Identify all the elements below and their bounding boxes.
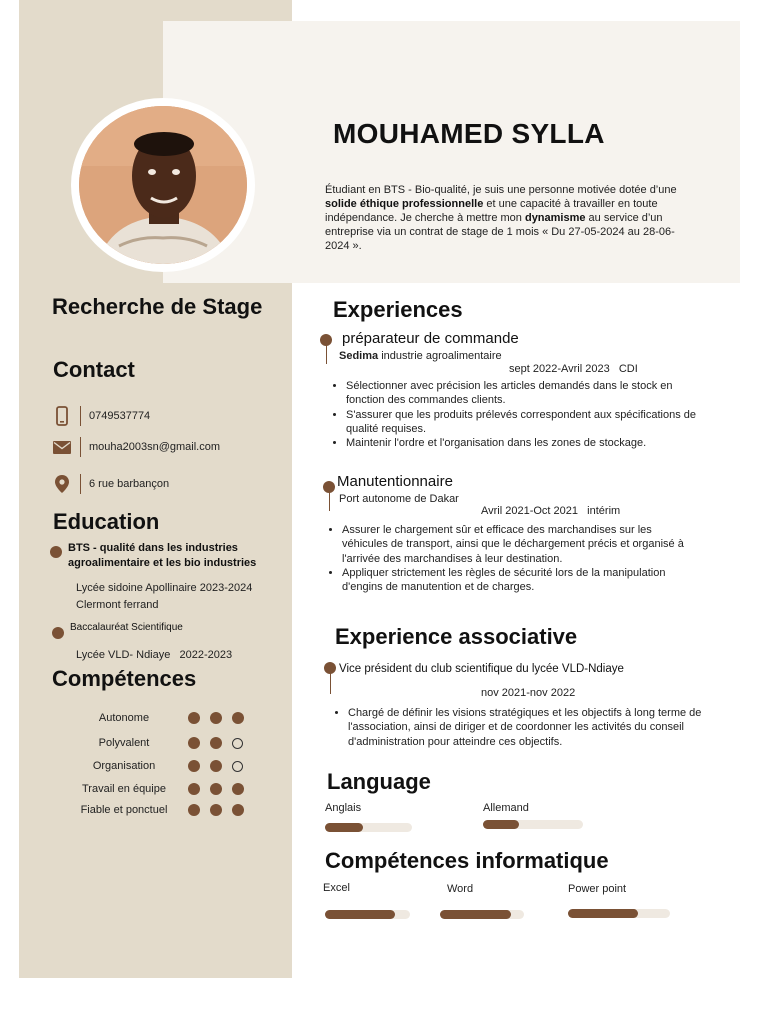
job-duties (328, 379, 700, 450)
rating-dot-filled (188, 737, 200, 749)
rating-dot-filled (232, 712, 244, 724)
level-fill (483, 820, 519, 829)
it-skill-level-bar (568, 909, 670, 918)
rating-dot-filled (188, 760, 200, 772)
skill-label: Fiable et ponctuel (80, 804, 168, 816)
level-fill (568, 909, 638, 918)
rating-dot-filled (188, 712, 200, 724)
summary-part: Étudiant en BTS - Bio-qualité, je suis une personne motivée dotée d’une (325, 184, 677, 196)
education-degree: BTS - qualité dans les industries agroalimentaire et les bio industries (68, 542, 257, 569)
rating-dot-filled (210, 783, 222, 795)
language-label: Allemand (483, 802, 529, 814)
association-dates: nov 2021-nov 2022 (481, 687, 576, 699)
skill-row (60, 781, 260, 797)
it-skill-label: Excel (323, 882, 350, 894)
list-item: • Chargé de définir les visions stratégiques et les objectifs à long terme de l'association, ainsi de diriger et de coordonner les activités du conseil d'administration pour atteindre ces objectifs. (348, 706, 706, 749)
phone-icon (52, 406, 72, 426)
summary-part: et une capacité à travailler en toute indépendance. Je cherche à mettre mon (325, 198, 658, 224)
skill-label: Travail en équipe (82, 783, 166, 795)
education-school: Lycée VLD- Ndiaye 2022-2023 (76, 649, 233, 661)
objective-heading: Recherche de Stage (52, 294, 263, 319)
phone-number: 0749537774 (89, 410, 151, 422)
it-skill-label: Power point (568, 883, 627, 895)
level-fill (325, 823, 363, 832)
it-skill-label: Word (447, 883, 474, 895)
level-fill (440, 910, 511, 919)
timeline-line (330, 672, 332, 694)
education-school: Lycée sidoine Apollinaire 2023-2024 (76, 582, 253, 594)
language-level-bar (483, 820, 583, 829)
company-description: industrie agroalimentaire (378, 350, 502, 362)
skill-label: Polyvalent (98, 737, 150, 749)
it-skills-heading: Compétences informatique (325, 848, 609, 873)
list-item: • Sélectionner avec précision les articles demandés dans le stock en fonction des commandes clients. (346, 379, 700, 408)
association-duties (330, 706, 706, 749)
candidate-name: MOUHAMED SYLLA (333, 118, 605, 149)
contact-address (52, 473, 169, 495)
job-company (339, 350, 502, 362)
skill-row (60, 802, 260, 818)
it-skill-level-bar (325, 910, 410, 919)
contact-email (52, 436, 220, 458)
education-city: Clermont ferrand (76, 599, 159, 611)
contact-heading: Contact (53, 357, 135, 382)
skill-label: Organisation (92, 760, 156, 772)
rating-dot-filled (210, 712, 222, 724)
language-label: Anglais (325, 802, 362, 814)
rating-dot-filled (188, 783, 200, 795)
rating-dot-filled (188, 804, 200, 816)
job-duties (324, 523, 696, 594)
summary-part: au service d’un entreprise via un contrat de stage de 1 mois « Du 27-05-2024 au 28-06-2024 ». (325, 212, 675, 252)
avatar (79, 106, 247, 264)
summary-emphasis: solide éthique professionnelle (325, 198, 484, 210)
company-name: Sedima (339, 350, 379, 362)
skill-row (60, 710, 260, 726)
skill-row (60, 758, 260, 774)
list-item: • Maintenir l'ordre et l'organisation dans les zones de stockage. (346, 436, 700, 450)
language-level-bar (325, 823, 412, 832)
education-degree: Baccalauréat Scientifique (70, 622, 183, 633)
level-fill (325, 910, 395, 919)
bullet-dot (52, 627, 64, 639)
rating-dot-empty (232, 761, 243, 772)
skill-label: Autonome (98, 712, 150, 724)
job-company: Port autonome de Dakar (339, 493, 459, 505)
skills-heading: Compétences (52, 666, 197, 691)
it-skill-level-bar (440, 910, 524, 919)
profile-summary (325, 183, 695, 253)
list-item: • Assurer le chargement sûr et efficace des marchandises sur les véhicules de transport, ainsi que le déchargement précis et organisé à l'arrivée des marchandises à leur destination. (342, 523, 696, 566)
location-pin-icon (52, 475, 72, 493)
rating-dot-filled (210, 804, 222, 816)
list-item: • S'assurer que les produits prélevés correspondent aux spécifications de qualité requises. (346, 408, 700, 437)
email-address: mouha2003sn@gmail.com (89, 441, 221, 453)
bullet-dot (50, 546, 62, 558)
rating-dot-filled (232, 804, 244, 816)
divider (80, 437, 81, 457)
rating-dot-filled (210, 760, 222, 772)
job-title: Manutentionnaire (337, 473, 453, 490)
job-dates: Avril 2021-Oct 2021 intérim (481, 505, 621, 517)
street-address: 6 rue barbançon (89, 478, 170, 490)
mail-icon (52, 441, 72, 454)
timeline-line (329, 491, 331, 511)
rating-dot-filled (232, 783, 244, 795)
rating-dot-filled (210, 737, 222, 749)
divider (80, 406, 81, 426)
summary-emphasis: dynamisme (524, 212, 586, 224)
skill-row (60, 735, 260, 751)
language-heading: Language (327, 769, 431, 794)
association-role: Vice président du club scientifique du lycée VLD-Ndiaye (339, 663, 624, 675)
experiences-heading: Experiences (333, 297, 463, 322)
list-item: • Appliquer strictement les règles de sécurité lors de la manipulation d'engins de manutention et de charges. (342, 566, 696, 595)
contact-phone (52, 405, 150, 427)
timeline-line (326, 344, 328, 364)
education-heading: Education (53, 509, 160, 534)
rating-dot-empty (232, 738, 243, 749)
job-dates: sept 2022-Avril 2023 CDI (509, 363, 638, 375)
job-title: préparateur de commande (342, 330, 519, 347)
divider (80, 474, 81, 494)
associative-heading: Experience associative (335, 624, 578, 649)
